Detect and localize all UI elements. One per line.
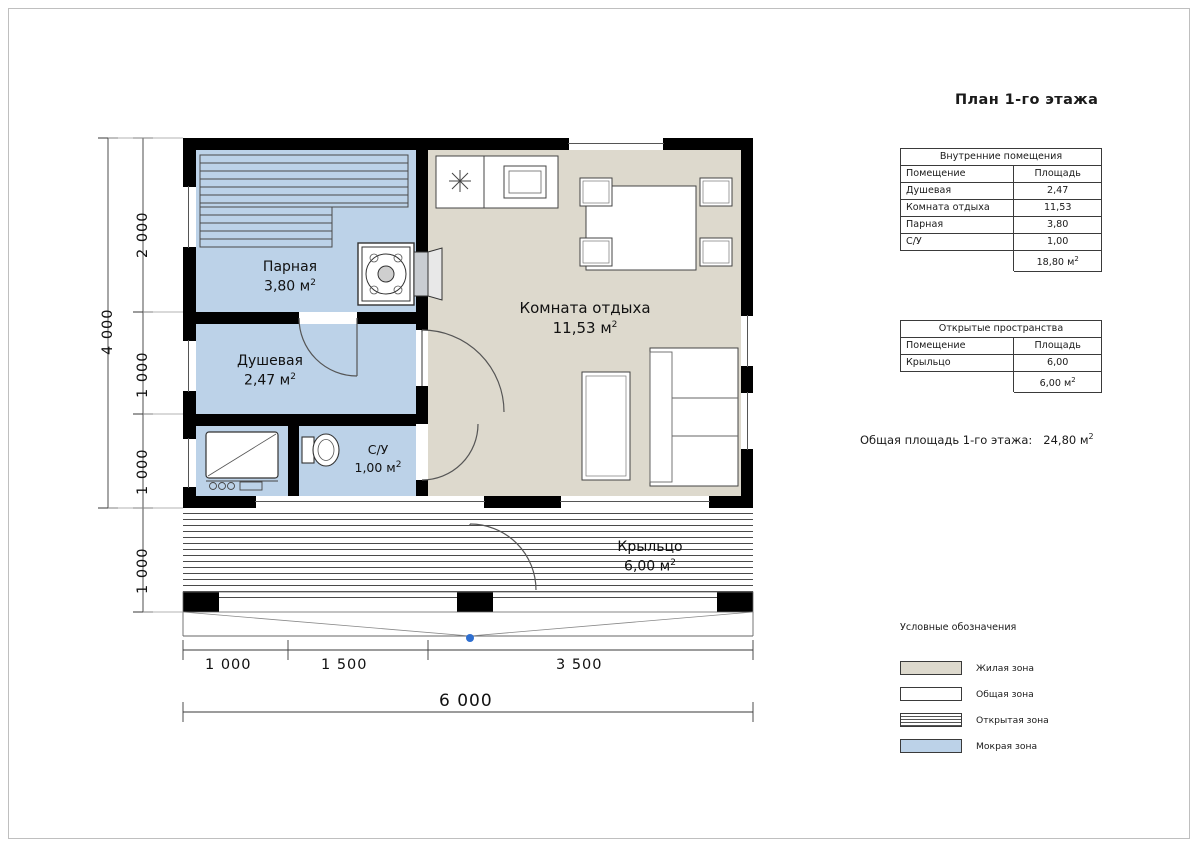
- dim-bottom-1000: 1 000: [205, 657, 252, 673]
- legend-item-living: [900, 655, 1160, 681]
- room-area-su: 1,00 $м^2$: [354, 459, 402, 476]
- room-label-krylco: [580, 538, 720, 576]
- sauna-benches-icon: [200, 155, 408, 247]
- table-row: [901, 321, 1102, 338]
- room-area-dushevaya: 2,47 $м^2$: [244, 371, 296, 389]
- table-interior-caption: Внутренние помещения: [901, 149, 1102, 166]
- legend-title: Условные обозначения: [900, 622, 1017, 633]
- legend-label-common: Общая зона: [976, 688, 1034, 700]
- col-header-area: Площадь: [1014, 166, 1102, 183]
- shower-tray-icon: [206, 432, 278, 490]
- legend: [900, 655, 1160, 759]
- dim-bottom-3500: 3 500: [556, 657, 603, 673]
- col-header-room: Помещение: [901, 166, 1014, 183]
- room-name-krylco: Крыльцо: [617, 539, 683, 555]
- room-name-parnaya: Парная: [262, 259, 318, 275]
- table-row: [901, 355, 1102, 372]
- col-header-area: Площадь: [1014, 338, 1102, 355]
- kitchen-counter-icon: [436, 156, 558, 208]
- table-open-caption: Открытые пространства: [901, 321, 1102, 338]
- room-label-otdyh: [470, 298, 700, 339]
- cell-room-area: 11,53: [1014, 200, 1102, 217]
- room-label-su: [332, 442, 424, 477]
- legend-label-living: Жилая зона: [976, 662, 1034, 674]
- legend-swatch-open-icon: [900, 713, 962, 727]
- table-row: [901, 149, 1102, 166]
- sofa-icon: [650, 348, 738, 486]
- room-name-otdyh: Комната отдыха: [519, 299, 651, 317]
- cell-room-name: Комната отдыха: [901, 200, 1014, 217]
- table-row: [901, 166, 1102, 183]
- total-floor-area-value: 24,80 м: [1043, 432, 1089, 447]
- cell-room-area: 1,00: [1014, 234, 1102, 251]
- dim-left-1000-porch: 1 000: [135, 547, 151, 594]
- room-label-dushevaya: [190, 352, 350, 390]
- cell-room-name: Крыльцо: [901, 355, 1014, 372]
- cell-room-area: 3,80: [1014, 217, 1102, 234]
- cell-room-name: Душевая: [901, 183, 1014, 200]
- dining-set-icon: [580, 178, 732, 270]
- table-row: [901, 183, 1102, 200]
- legend-label-open: Открытая зона: [976, 714, 1049, 726]
- cell-total-area: 6,00 $м^2$: [1014, 372, 1102, 393]
- total-floor-area: Общая площадь 1-го этажа: 24,80 $м^2$: [860, 432, 1094, 447]
- dim-left-outer: 4 000: [100, 308, 116, 355]
- legend-item-wet: [900, 733, 1160, 759]
- room-name-dushevaya: Душевая: [237, 353, 303, 369]
- table-open-spaces: [900, 320, 1102, 393]
- table-row-total: [901, 372, 1102, 393]
- dim-left-1000-mid: 1 000: [135, 351, 151, 398]
- room-area-parnaya: 3,80 $м^2$: [264, 277, 316, 295]
- legend-swatch-living-icon: [900, 661, 962, 675]
- table-row: [901, 217, 1102, 234]
- page-title: План 1-го этажа: [955, 92, 1099, 108]
- legend-swatch-common-icon: [900, 687, 962, 701]
- dim-bottom-total: 6 000: [439, 691, 493, 711]
- dim-bottom-1500: 1 500: [321, 657, 368, 673]
- cell-total-spacer: [901, 372, 1014, 393]
- room-area-krylco: 6,00 $м^2$: [624, 557, 676, 575]
- total-floor-area-label: Общая площадь 1-го этажа:: [860, 432, 1033, 447]
- table-row-total: [901, 251, 1102, 272]
- table-row: [901, 200, 1102, 217]
- cell-room-name: С/У: [901, 234, 1014, 251]
- legend-swatch-wet-icon: [900, 739, 962, 753]
- table-row: [901, 338, 1102, 355]
- room-area-otdyh: 11,53 $м^2$: [552, 319, 618, 338]
- room-label-parnaya: [215, 258, 365, 296]
- dim-left-2000: 2 000: [135, 211, 151, 258]
- legend-item-common: [900, 681, 1160, 707]
- coffee-table-icon: [582, 372, 630, 480]
- col-header-room: Помещение: [901, 338, 1014, 355]
- sauna-stove-icon: [358, 243, 442, 305]
- cell-total-spacer: [901, 251, 1014, 272]
- cell-total-area: 18,80 $м^2$: [1014, 251, 1102, 272]
- dim-left-1000-low: 1 000: [135, 448, 151, 495]
- table-row: [901, 234, 1102, 251]
- cell-room-area: 2,47: [1014, 183, 1102, 200]
- cell-room-area: 6,00: [1014, 355, 1102, 372]
- cell-room-name: Парная: [901, 217, 1014, 234]
- room-name-su: С/У: [367, 442, 389, 457]
- table-interior-rooms: [900, 148, 1102, 272]
- legend-label-wet: Мокрая зона: [976, 740, 1038, 752]
- legend-item-open: [900, 707, 1160, 733]
- porch-structure: [183, 592, 753, 642]
